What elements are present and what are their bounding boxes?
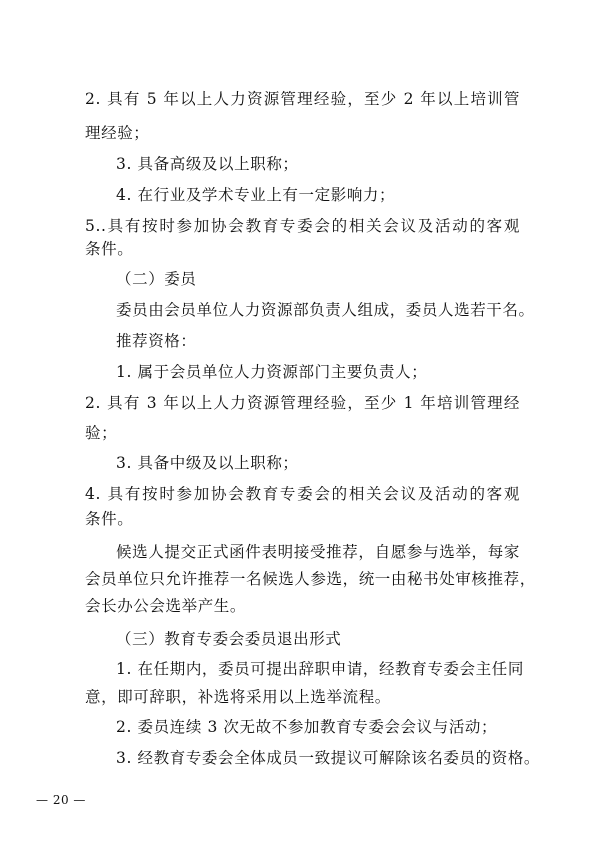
text-line: 3. 经教育专委会全体成员一致提议可解除该名委员的资格。 — [116, 749, 541, 767]
text-line: 5..具有按时参加协会教育专委会的相关会议及活动的客观 — [85, 217, 520, 235]
text-line: 3. 具备高级及以上职称； — [116, 155, 299, 173]
text-line: 条件。 — [85, 510, 134, 528]
text-line: 1. 在任期内，委员可提出辞职申请，经教育专委会主任同 — [116, 660, 524, 678]
text-line: 3. 具备中级及以上职称； — [116, 454, 299, 472]
text-line: 2. 具有 5 年以上人力资源管理经验，至少 2 年以上培训管 — [85, 90, 520, 108]
text-line: 会员单位只允许推荐一名候选人参选，统一由秘书处审核推荐， — [85, 570, 536, 588]
text-line: 4. 具有按时参加协会教育专委会的相关会议及活动的客观 — [85, 485, 520, 503]
text-line: 2. 委员连续 3 次无故不参加教育专委会会议与活动； — [116, 718, 498, 736]
text-line: 验； — [85, 424, 118, 442]
text-line: 委员由会员单位人力资源部负责人组成，委员人选若干名。 — [116, 301, 535, 319]
page-number: — 20 — — [36, 793, 86, 807]
text-line: 候选人提交正式函件表明接受推荐，自愿参与选举，每家 — [116, 543, 520, 561]
section-heading: （二）委员 — [116, 270, 197, 288]
section-heading: （三）教育专委会委员退出形式 — [116, 630, 342, 648]
text-line: 4. 在行业及学术专业上有一定影响力； — [116, 186, 396, 204]
text-line: 会长办公会选举产生。 — [85, 597, 247, 615]
text-line: 意，即可辞职，补选将采用以上选举流程。 — [85, 688, 391, 706]
text-line: 理经验； — [85, 124, 150, 142]
text-line: 1. 属于会员单位人力资源部门主要负责人； — [116, 363, 428, 381]
text-line: 2. 具有 3 年以上人力资源管理经验，至少 1 年培训管理经 — [85, 394, 520, 412]
text-line: 条件。 — [85, 240, 134, 258]
text-line: 推荐资格： — [116, 332, 197, 350]
